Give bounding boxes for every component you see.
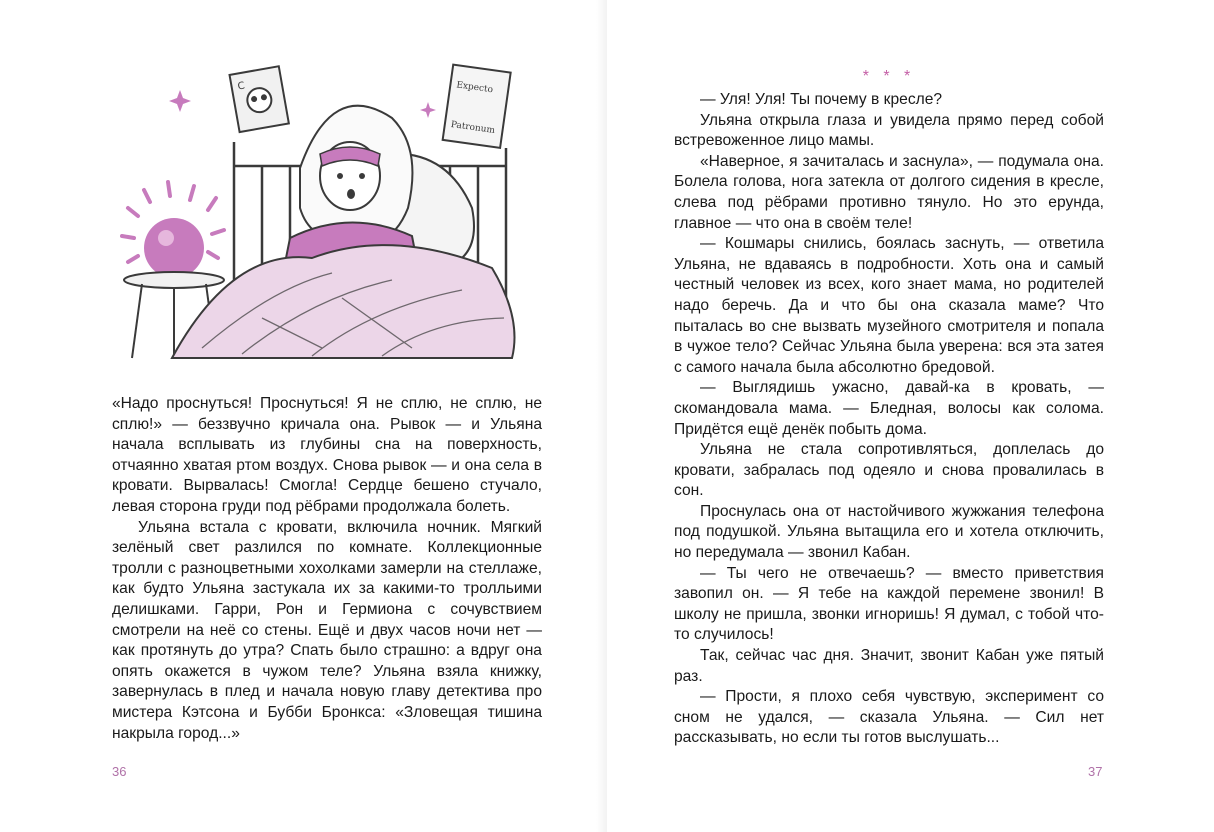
paragraph: «Наверное, я зачиталась и заснула», — подумала она. Болела голова, нога затекла от долгого сидения в кресле, слева под рёбрами противно тянуло. Но это ерунда, главное — что она в своём теле! — [674, 152, 1104, 232]
paragraph: «Надо проснуться! Проснуться! Я не сплю, не сплю, не сплю!» — беззвучно кричала она. Рывок — и Ульяна начала всплывать из глубины сна на поверхность, отчаянно хватая ртом воздух. Снова рывок — и она села в кровати. Вырвалась! Смогла! Сердце бешено стучало, левая сторона груди под рёбрами продолжала болеть. — [112, 395, 542, 515]
paragraph: — Выглядишь ужасно, давай-ка в кровать, — скомандовала мама. — Бледная, волосы как солома. Придётся ещё денёк побыть дома. — [674, 379, 1104, 438]
paragraph: Ульяна открыла глаза и увидела прямо перед собой встревоженное лицо мамы. — [674, 111, 1104, 150]
left-page-text — [112, 394, 542, 744]
expecto-patronum-poster — [443, 65, 511, 148]
svg-text:C: C — [236, 80, 246, 93]
page-number-left: 36 — [112, 764, 127, 779]
right-page-text — [674, 90, 1104, 749]
paragraph: — Прости, я плохо себя чувствую, эксперимент со сном не удался, — сказала Ульяна. — Сил нет рассказывать, но если ты готов выслушать... — [674, 688, 1104, 747]
paragraph: Проснулась она от настойчивого жужжания телефона под подушкой. Ульяна вытащила его и хотела отключить, но передумала — звонил Кабан. — [674, 502, 1104, 562]
paragraph: — Кошмары снились, боялась заснуть, — ответила Ульяна, не вдаваясь в подробности. Хоть она и самый честный человек из всех, кого знает мама, но родителей надо беречь. Да и что бы она сказала маме? Что пыталась во сне вызвать музейного смотрителя и попала в чужое тело? Сейчас Ульяна была уверена: вся эта затея с самого начала была абсолютно бредовой. — [674, 235, 1104, 376]
paragraph: — Ты чего не отвечаешь? — вместо приветствия завопил он. — Я тебе на каждой перемене звонил! В школу не пришла, звонки игноришь! Я думал, с тобой что-то случилось! — [674, 564, 1104, 644]
blanket — [172, 245, 515, 358]
panda-poster — [230, 66, 289, 132]
paragraph: — Уля! Уля! Ты почему в кресле? — [700, 91, 943, 108]
page-number-right: 37 — [1088, 764, 1103, 779]
paragraph: Ульяна не стала сопротивляться, доплелась до кровати, забралась под одеяло и снова провалилась в сон. — [674, 441, 1104, 500]
svg-text:Patronum: Patronum — [450, 119, 496, 136]
sparkle-icon — [169, 90, 436, 118]
svg-text:Expecto: Expecto — [455, 80, 494, 96]
paragraph: Ульяна встала с кровати, включила ночник. Мягкий зелёный свет разлился по комнате. Коллекционные тролли с разноцветными хохолками замерли на стеллаже, как будто Ульяна застукала их за какими-то тролльими делишками. Гарри, Рон и Гермиона с сочувствием смотрели на неё со стены. Ещё и двух часов ночи нет — как протянуть до утра? Спать было страшно: а вдруг она опять окажется в чужом теле? Ульяна взяла книжку, завернулась в плед и начала новую главу детектива про мистера Кэтсона и Бубби Бронкса: «Зловещая тишина накрыла город...» — [112, 518, 542, 742]
girl-in-bed-illustration — [112, 58, 532, 380]
section-separator: * * * — [862, 68, 916, 85]
paragraph: Так, сейчас час дня. Значит, звонит Кабан уже пятый раз. — [674, 647, 1104, 685]
